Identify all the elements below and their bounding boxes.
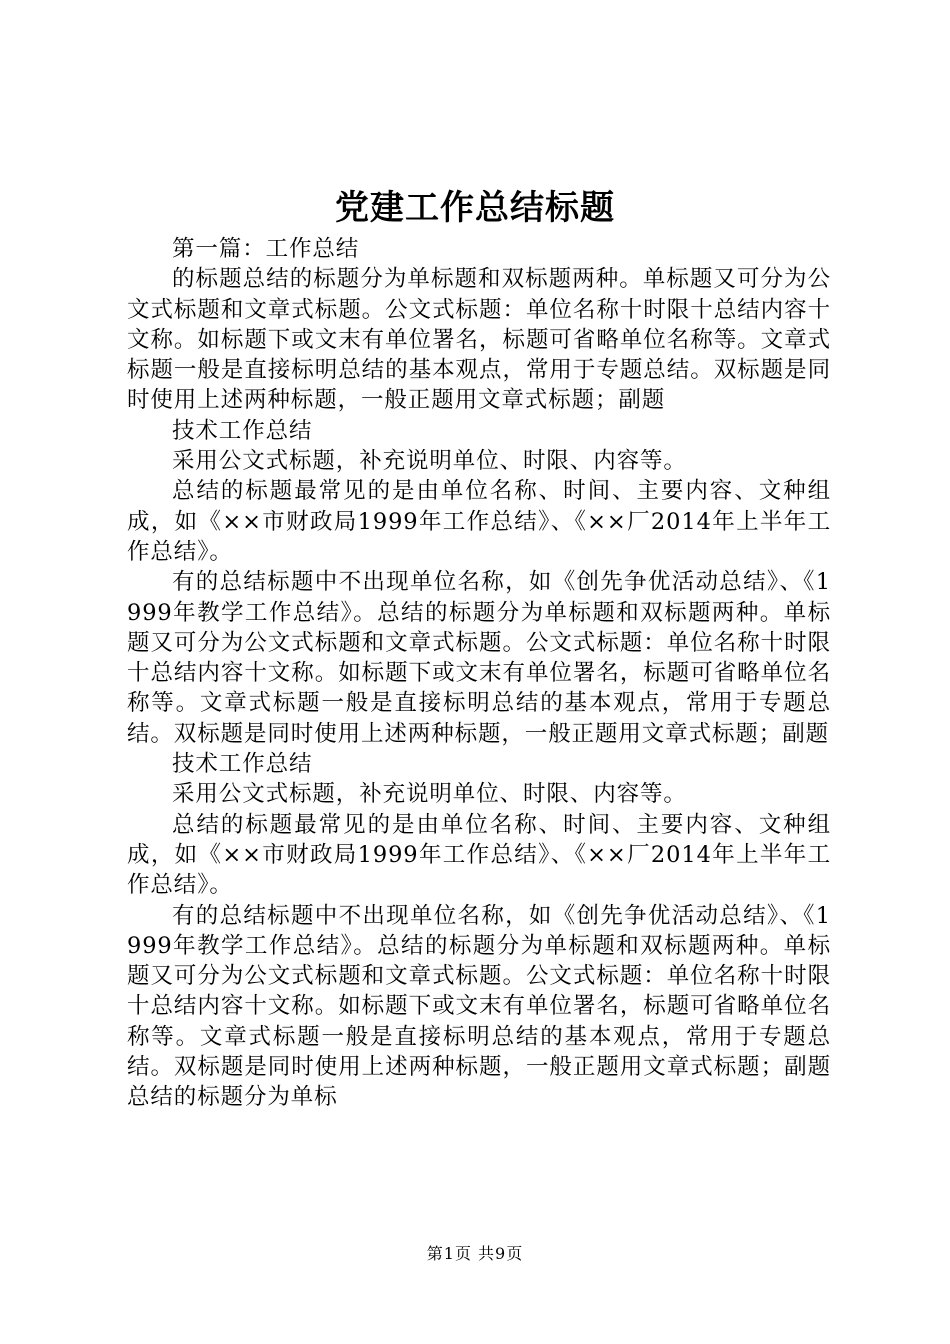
body-paragraph: 有的总结标题中不出现单位名称，如《创先争优活动总结》、《1999年教学工作总结》。总结的标题分为单标题和双标题两种。单标题又可分为公文式标题和文章式标题。公文式标题：单位名称十时限十总结内容十文称。如标题下或文末有单位署名，标题可省略单位名称等。文章式标题一般是直接标明总结的基本观点，常用于专题总结。双标题是同时使用上述两种标题，一般正题用文章式标题；副题 bbox=[127, 569, 831, 747]
body-paragraph: 技术工作总结 bbox=[172, 751, 313, 778]
document-body bbox=[127, 234, 831, 1113]
body-paragraph: 的标题总结的标题分为单标题和双标题两种。单标题又可分为公文式标题和文章式标题。公文式标题：单位名称十时限十总结内容十文称。如标题下或文末有单位署名，标题可省略单位名称等。文章式标题一般是直接标明总结的基本观点，常用于专题总结。双标题是同时使用上述两种标题，一般正题用文章式标题；副题 bbox=[127, 266, 831, 414]
body-paragraph: 总结的标题最常见的是由单位名称、时间、主要内容、文种组成，如《××市财政局1999年工作总结》、《××厂2014年上半年工作总结》。 bbox=[127, 478, 831, 565]
body-paragraph: 有的总结标题中不出现单位名称，如《创先争优活动总结》、《1999年教学工作总结》。总结的标题分为单标题和双标题两种。单标题又可分为公文式标题和文章式标题。公文式标题：单位名称十时限十总结内容十文称。如标题下或文末有单位署名，标题可省略单位名称等。文章式标题一般是直接标明总结的基本观点，常用于专题总结。双标题是同时使用上述两种标题，一般正题用文章式标题；副题总结的标题分为单标 bbox=[127, 902, 831, 1111]
body-paragraph: 技术工作总结 bbox=[172, 417, 313, 444]
section-heading: 第一篇：工作总结 bbox=[172, 236, 360, 262]
body-paragraph: 总结的标题最常见的是由单位名称、时间、主要内容、文种组成，如《××市财政局1999年工作总结》、《××厂2014年上半年工作总结》。 bbox=[127, 811, 831, 899]
body-paragraph: 采用公文式标题，补充说明单位、时限、内容等。 bbox=[172, 448, 687, 475]
document-title: 党建工作总结标题 bbox=[335, 188, 615, 228]
body-paragraph: 采用公文式标题，补充说明单位、时限、内容等。 bbox=[172, 781, 687, 808]
page-number-footer: 第1页 共9页 bbox=[426, 1244, 524, 1263]
